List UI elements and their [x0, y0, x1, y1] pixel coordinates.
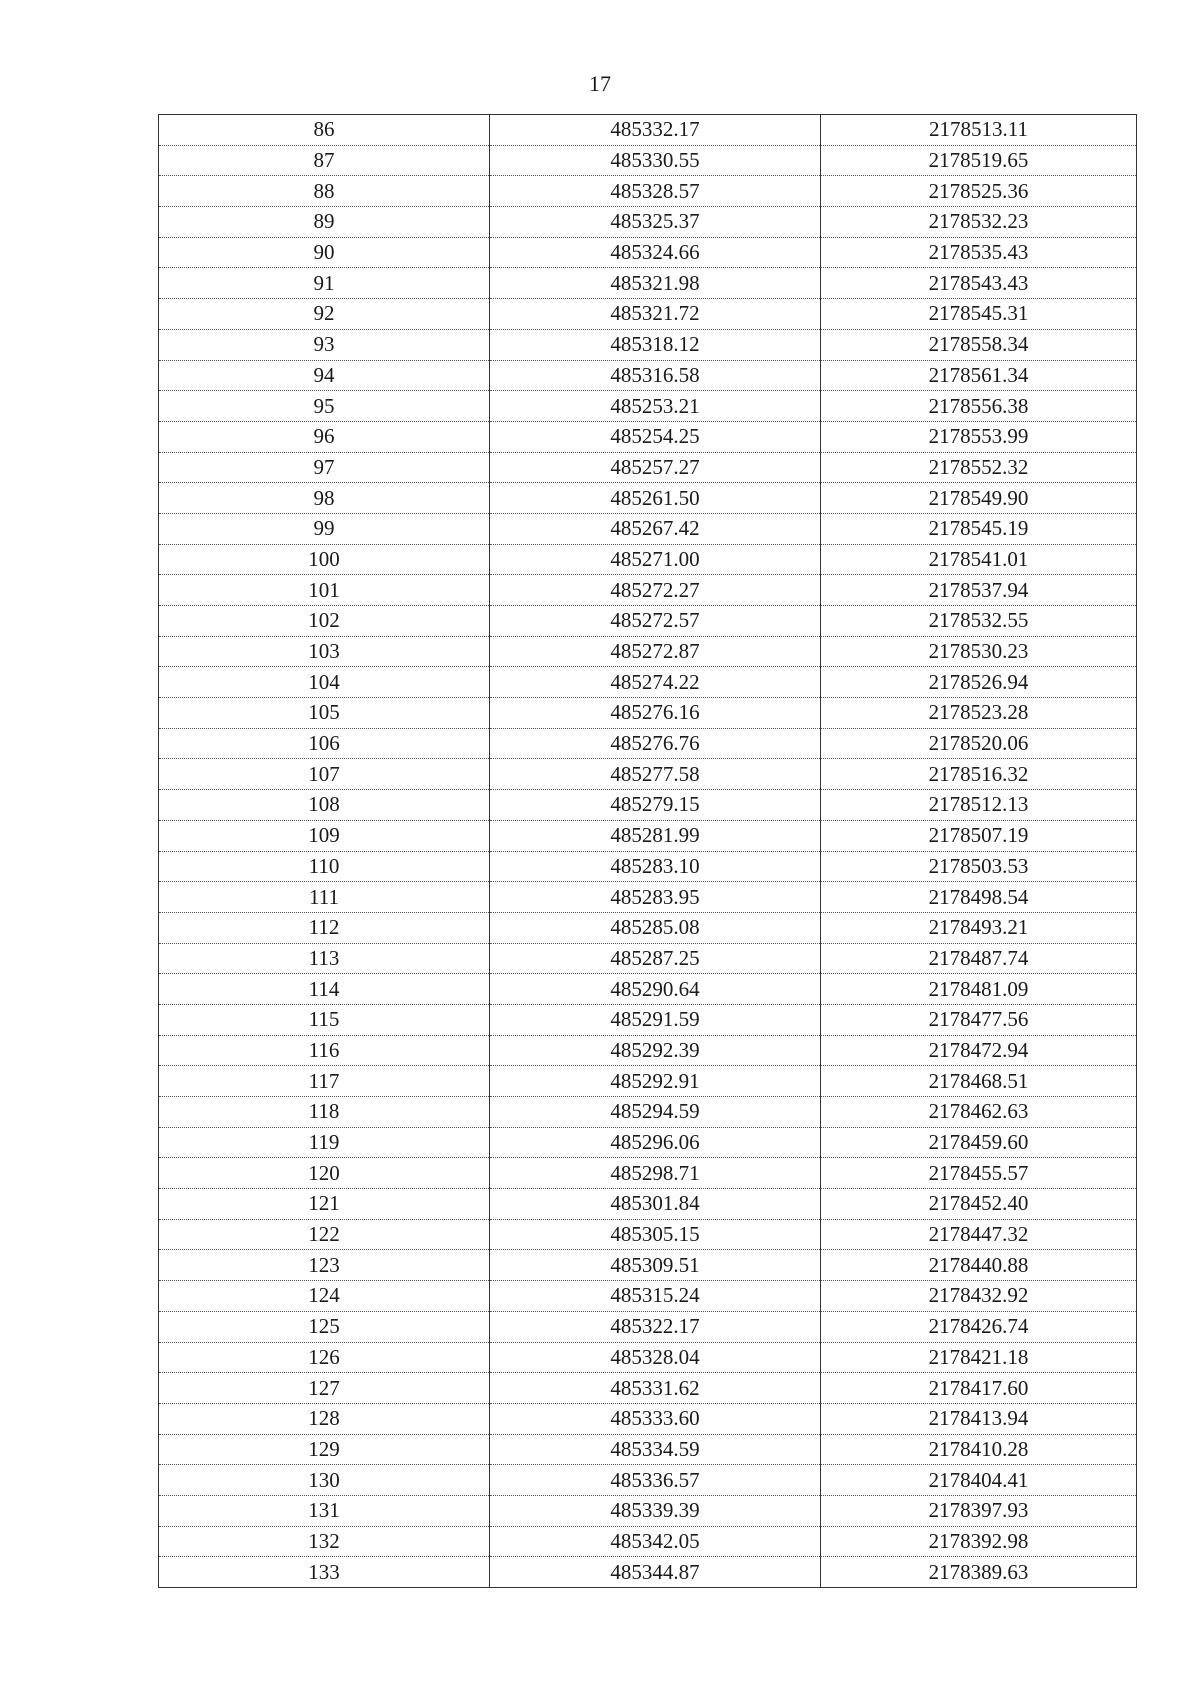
- table-row: [159, 943, 1137, 974]
- x-coordinate-cell: 485292.39: [490, 1035, 821, 1066]
- x-coordinate-cell: 485294.59: [490, 1097, 821, 1128]
- x-coordinate-cell: 485336.57: [490, 1465, 821, 1496]
- table-row: [159, 1281, 1137, 1312]
- point-number-cell: 102: [159, 606, 490, 637]
- table-row: [159, 115, 1137, 146]
- y-coordinate-cell: 2178462.63: [821, 1097, 1137, 1128]
- point-number-cell: 99: [159, 513, 490, 544]
- table-row: [159, 360, 1137, 391]
- table-row: [159, 1097, 1137, 1128]
- table-row: [159, 1311, 1137, 1342]
- point-number-cell: 133: [159, 1557, 490, 1588]
- table-row: [159, 1434, 1137, 1465]
- x-coordinate-cell: 485318.12: [490, 329, 821, 360]
- x-coordinate-cell: 485298.71: [490, 1158, 821, 1189]
- table-row: [159, 851, 1137, 882]
- table-row: [159, 268, 1137, 299]
- y-coordinate-cell: 2178532.55: [821, 606, 1137, 637]
- y-coordinate-cell: 2178561.34: [821, 360, 1137, 391]
- point-number-cell: 131: [159, 1495, 490, 1526]
- table-row: [159, 790, 1137, 821]
- y-coordinate-cell: 2178397.93: [821, 1495, 1137, 1526]
- y-coordinate-cell: 2178459.60: [821, 1127, 1137, 1158]
- x-coordinate-cell: 485283.95: [490, 882, 821, 913]
- x-coordinate-cell: 485279.15: [490, 790, 821, 821]
- x-coordinate-cell: 485321.72: [490, 299, 821, 330]
- table-row: [159, 882, 1137, 913]
- x-coordinate-cell: 485276.16: [490, 698, 821, 729]
- y-coordinate-cell: 2178498.54: [821, 882, 1137, 913]
- point-number-cell: 122: [159, 1219, 490, 1250]
- point-number-cell: 121: [159, 1189, 490, 1220]
- x-coordinate-cell: 485309.51: [490, 1250, 821, 1281]
- table-row: [159, 667, 1137, 698]
- y-coordinate-cell: 2178487.74: [821, 943, 1137, 974]
- point-number-cell: 114: [159, 974, 490, 1005]
- table-row: [159, 237, 1137, 268]
- x-coordinate-cell: 485276.76: [490, 728, 821, 759]
- table-row: [159, 513, 1137, 544]
- table-row: [159, 1403, 1137, 1434]
- point-number-cell: 117: [159, 1066, 490, 1097]
- y-coordinate-cell: 2178417.60: [821, 1373, 1137, 1404]
- point-number-cell: 127: [159, 1373, 490, 1404]
- point-number-cell: 118: [159, 1097, 490, 1128]
- x-coordinate-cell: 485271.00: [490, 544, 821, 575]
- point-number-cell: 109: [159, 820, 490, 851]
- y-coordinate-cell: 2178553.99: [821, 421, 1137, 452]
- x-coordinate-cell: 485344.87: [490, 1557, 821, 1588]
- table-row: [159, 1035, 1137, 1066]
- point-number-cell: 125: [159, 1311, 490, 1342]
- point-number-cell: 88: [159, 176, 490, 207]
- table-row: [159, 575, 1137, 606]
- table-row: [159, 1373, 1137, 1404]
- x-coordinate-cell: 485292.91: [490, 1066, 821, 1097]
- point-number-cell: 106: [159, 728, 490, 759]
- x-coordinate-cell: 485324.66: [490, 237, 821, 268]
- table-row: [159, 452, 1137, 483]
- point-number-cell: 101: [159, 575, 490, 606]
- table-row: [159, 299, 1137, 330]
- x-coordinate-cell: 485339.39: [490, 1495, 821, 1526]
- point-number-cell: 86: [159, 115, 490, 146]
- point-number-cell: 128: [159, 1403, 490, 1434]
- y-coordinate-cell: 2178413.94: [821, 1403, 1137, 1434]
- x-coordinate-cell: 485257.27: [490, 452, 821, 483]
- x-coordinate-cell: 485331.62: [490, 1373, 821, 1404]
- table-row: [159, 1066, 1137, 1097]
- table-row: [159, 421, 1137, 452]
- table-row: [159, 1250, 1137, 1281]
- x-coordinate-cell: 485315.24: [490, 1281, 821, 1312]
- x-coordinate-cell: 485296.06: [490, 1127, 821, 1158]
- y-coordinate-cell: 2178452.40: [821, 1189, 1137, 1220]
- table-row: [159, 329, 1137, 360]
- y-coordinate-cell: 2178543.43: [821, 268, 1137, 299]
- x-coordinate-cell: 485290.64: [490, 974, 821, 1005]
- y-coordinate-cell: 2178447.32: [821, 1219, 1137, 1250]
- y-coordinate-cell: 2178440.88: [821, 1250, 1137, 1281]
- x-coordinate-cell: 485267.42: [490, 513, 821, 544]
- point-number-cell: 120: [159, 1158, 490, 1189]
- x-coordinate-cell: 485283.10: [490, 851, 821, 882]
- y-coordinate-cell: 2178507.19: [821, 820, 1137, 851]
- table-row: [159, 1495, 1137, 1526]
- table-row: [159, 759, 1137, 790]
- x-coordinate-cell: 485332.17: [490, 115, 821, 146]
- y-coordinate-cell: 2178532.23: [821, 207, 1137, 238]
- x-coordinate-cell: 485342.05: [490, 1526, 821, 1557]
- point-number-cell: 94: [159, 360, 490, 391]
- x-coordinate-cell: 485321.98: [490, 268, 821, 299]
- y-coordinate-cell: 2178519.65: [821, 145, 1137, 176]
- point-number-cell: 107: [159, 759, 490, 790]
- point-number-cell: 108: [159, 790, 490, 821]
- point-number-cell: 97: [159, 452, 490, 483]
- table-row: [159, 544, 1137, 575]
- point-number-cell: 105: [159, 698, 490, 729]
- point-number-cell: 110: [159, 851, 490, 882]
- y-coordinate-cell: 2178432.92: [821, 1281, 1137, 1312]
- x-coordinate-cell: 485316.58: [490, 360, 821, 391]
- table-row: [159, 1526, 1137, 1557]
- x-coordinate-cell: 485325.37: [490, 207, 821, 238]
- point-number-cell: 119: [159, 1127, 490, 1158]
- y-coordinate-cell: 2178520.06: [821, 728, 1137, 759]
- x-coordinate-cell: 485272.87: [490, 636, 821, 667]
- x-coordinate-cell: 485272.27: [490, 575, 821, 606]
- y-coordinate-cell: 2178545.31: [821, 299, 1137, 330]
- y-coordinate-cell: 2178481.09: [821, 974, 1137, 1005]
- x-coordinate-cell: 485322.17: [490, 1311, 821, 1342]
- table-row: [159, 1189, 1137, 1220]
- x-coordinate-cell: 485328.57: [490, 176, 821, 207]
- y-coordinate-cell: 2178545.19: [821, 513, 1137, 544]
- point-number-cell: 89: [159, 207, 490, 238]
- y-coordinate-cell: 2178523.28: [821, 698, 1137, 729]
- x-coordinate-cell: 485272.57: [490, 606, 821, 637]
- table-row: [159, 1557, 1137, 1588]
- x-coordinate-cell: 485334.59: [490, 1434, 821, 1465]
- x-coordinate-cell: 485305.15: [490, 1219, 821, 1250]
- point-number-cell: 95: [159, 391, 490, 422]
- table-row: [159, 974, 1137, 1005]
- x-coordinate-cell: 485287.25: [490, 943, 821, 974]
- point-number-cell: 115: [159, 1004, 490, 1035]
- x-coordinate-cell: 485254.25: [490, 421, 821, 452]
- y-coordinate-cell: 2178558.34: [821, 329, 1137, 360]
- table-row: [159, 1465, 1137, 1496]
- x-coordinate-cell: 485281.99: [490, 820, 821, 851]
- point-number-cell: 87: [159, 145, 490, 176]
- y-coordinate-cell: 2178455.57: [821, 1158, 1137, 1189]
- point-number-cell: 129: [159, 1434, 490, 1465]
- coordinates-table: [158, 114, 1137, 1588]
- table-row: [159, 636, 1137, 667]
- x-coordinate-cell: 485274.22: [490, 667, 821, 698]
- y-coordinate-cell: 2178535.43: [821, 237, 1137, 268]
- point-number-cell: 124: [159, 1281, 490, 1312]
- x-coordinate-cell: 485253.21: [490, 391, 821, 422]
- y-coordinate-cell: 2178410.28: [821, 1434, 1137, 1465]
- y-coordinate-cell: 2178503.53: [821, 851, 1137, 882]
- point-number-cell: 103: [159, 636, 490, 667]
- y-coordinate-cell: 2178404.41: [821, 1465, 1137, 1496]
- y-coordinate-cell: 2178426.74: [821, 1311, 1137, 1342]
- point-number-cell: 112: [159, 912, 490, 943]
- table-row: [159, 606, 1137, 637]
- y-coordinate-cell: 2178530.23: [821, 636, 1137, 667]
- y-coordinate-cell: 2178513.11: [821, 115, 1137, 146]
- y-coordinate-cell: 2178549.90: [821, 483, 1137, 514]
- y-coordinate-cell: 2178392.98: [821, 1526, 1137, 1557]
- page-number: 17: [589, 71, 611, 96]
- y-coordinate-cell: 2178512.13: [821, 790, 1137, 821]
- table-row: [159, 728, 1137, 759]
- point-number-cell: 111: [159, 882, 490, 913]
- y-coordinate-cell: 2178537.94: [821, 575, 1137, 606]
- point-number-cell: 116: [159, 1035, 490, 1066]
- y-coordinate-cell: 2178516.32: [821, 759, 1137, 790]
- point-number-cell: 98: [159, 483, 490, 514]
- table-row: [159, 1219, 1137, 1250]
- point-number-cell: 100: [159, 544, 490, 575]
- point-number-cell: 113: [159, 943, 490, 974]
- x-coordinate-cell: 485261.50: [490, 483, 821, 514]
- y-coordinate-cell: 2178525.36: [821, 176, 1137, 207]
- y-coordinate-cell: 2178493.21: [821, 912, 1137, 943]
- table-row: [159, 207, 1137, 238]
- y-coordinate-cell: 2178477.56: [821, 1004, 1137, 1035]
- table-row: [159, 176, 1137, 207]
- x-coordinate-cell: 485330.55: [490, 145, 821, 176]
- point-number-cell: 123: [159, 1250, 490, 1281]
- table-row: [159, 145, 1137, 176]
- coordinates-table-body: [159, 115, 1137, 1588]
- point-number-cell: 130: [159, 1465, 490, 1496]
- y-coordinate-cell: 2178472.94: [821, 1035, 1137, 1066]
- y-coordinate-cell: 2178389.63: [821, 1557, 1137, 1588]
- x-coordinate-cell: 485333.60: [490, 1403, 821, 1434]
- x-coordinate-cell: 485291.59: [490, 1004, 821, 1035]
- table-row: [159, 1127, 1137, 1158]
- point-number-cell: 96: [159, 421, 490, 452]
- table-row: [159, 1158, 1137, 1189]
- point-number-cell: 92: [159, 299, 490, 330]
- x-coordinate-cell: 485285.08: [490, 912, 821, 943]
- y-coordinate-cell: 2178541.01: [821, 544, 1137, 575]
- y-coordinate-cell: 2178468.51: [821, 1066, 1137, 1097]
- y-coordinate-cell: 2178556.38: [821, 391, 1137, 422]
- point-number-cell: 132: [159, 1526, 490, 1557]
- point-number-cell: 104: [159, 667, 490, 698]
- table-row: [159, 912, 1137, 943]
- y-coordinate-cell: 2178526.94: [821, 667, 1137, 698]
- table-row: [159, 698, 1137, 729]
- table-row: [159, 820, 1137, 851]
- table-row: [159, 391, 1137, 422]
- point-number-cell: 93: [159, 329, 490, 360]
- x-coordinate-cell: 485301.84: [490, 1189, 821, 1220]
- point-number-cell: 90: [159, 237, 490, 268]
- y-coordinate-cell: 2178552.32: [821, 452, 1137, 483]
- y-coordinate-cell: 2178421.18: [821, 1342, 1137, 1373]
- x-coordinate-cell: 485277.58: [490, 759, 821, 790]
- table-row: [159, 483, 1137, 514]
- point-number-cell: 126: [159, 1342, 490, 1373]
- table-row: [159, 1342, 1137, 1373]
- x-coordinate-cell: 485328.04: [490, 1342, 821, 1373]
- point-number-cell: 91: [159, 268, 490, 299]
- table-row: [159, 1004, 1137, 1035]
